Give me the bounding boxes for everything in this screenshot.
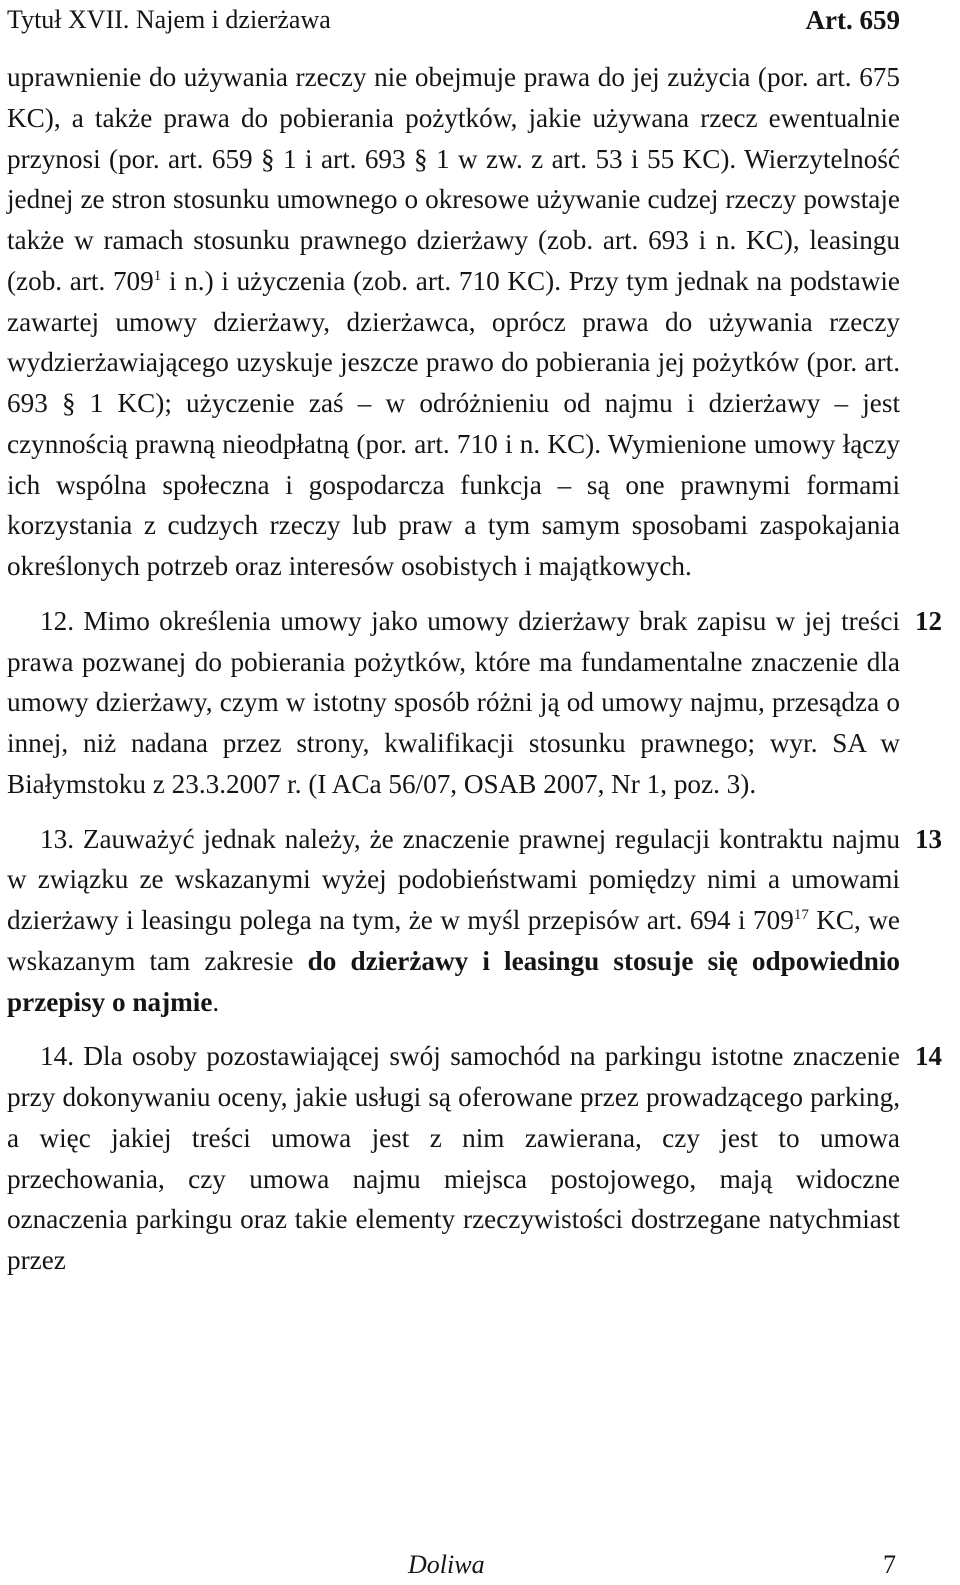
paragraph-13 bbox=[7, 819, 942, 1023]
margin-number: 14 bbox=[915, 1041, 942, 1072]
page-body bbox=[7, 57, 942, 1281]
author-name: Doliwa bbox=[408, 1550, 485, 1579]
running-header bbox=[7, 2, 900, 38]
superscript: 1 bbox=[153, 267, 162, 284]
paragraph-number: 12. bbox=[40, 605, 74, 636]
paragraph-text: Zauważyć jednak należy, że znaczenie prawnej regulacji kontraktu najmu w związku ze wskazanymi wyżej podobieństwami pomiędzy nimi a umowami dzierżawy i leasingu polega na tym, że w myśl przepisów art. 694 i 709 bbox=[7, 823, 900, 935]
margin-number: 13 bbox=[915, 823, 942, 854]
page-number: 7 bbox=[883, 1550, 896, 1579]
paragraph-14 bbox=[7, 1036, 942, 1281]
paragraph-number: 14. bbox=[40, 1041, 74, 1072]
paragraph-text: . bbox=[212, 986, 220, 1017]
paragraph-text: i n.) i użyczenia (zob. art. 710 KC). Przy tym jednak na podstawie zawartej umowy dzierżawy, dzierżawca, oprócz prawa do używania rzeczy wydzierżawiającego uzyskuje jeszcze prawo do pobierania jej pożytków (por. art. 693 § 1 KC); użyczenie zaś – w odróżnieniu od najmu i dzierżawy – jest czynnością prawną nieodpłatną (por. art. 710 i n. KC). Wymienione umowy łączy ich wspólna społeczna i gospodarcza funkcja – są one prawnymi formami korzystania z cudzych rzeczy lub praw a tym samym sposobami zaspokajania określonych potrzeb oraz interesów osobistych i majątkowych. bbox=[7, 265, 900, 581]
continued-paragraph bbox=[7, 57, 900, 587]
margin-number: 12 bbox=[915, 605, 942, 636]
paragraph-12 bbox=[7, 601, 942, 805]
paragraph-text: KC, we wskazanym tam zakresie bbox=[7, 905, 900, 976]
superscript: 17 bbox=[793, 907, 809, 923]
paragraph-text: Dla osoby pozostawiającej swój samochód na parkingu istotne znaczenie przy dokonywaniu oceny, jakie usługi są oferowane przez prowadzącego parking, a więc jakiej treści umowa jest z nim zawierana, czy jest to umowa przechowania, czy umowa najmu miejsca postojowego, mają widoczne oznaczenia parkingu oraz takie elementy rzeczywistości dostrzegane natychmiast przez bbox=[7, 1041, 900, 1275]
bold-text: do dzierżawy i leasingu stosuje się odpowiednio przepisy o najmie bbox=[7, 945, 900, 1017]
article-label: Art. 659 bbox=[805, 5, 900, 35]
page-footer bbox=[0, 1545, 960, 1585]
paragraph-number: 13. bbox=[40, 823, 74, 854]
chapter-title: Tytuł XVII. Najem i dzierżawa bbox=[7, 5, 331, 34]
paragraph-text: uprawnienie do używania rzeczy nie obejmuje prawa do jej zużycia (por. art. 675 KC), a także prawa do pobierania pożytków, jakie używana rzecz ewentualnie przynosi (por. art. 659 § 1 i art. 693 § 1 w zw. z art. 53 i 55 KC). Wierzytelność jednej ze stron stosunku umownego o okresowe używanie cudzej rzeczy powstaje także w ramach stosunku prawnego dzierżawy (zob. art. 693 i n. KC), leasingu (zob. art. 709 bbox=[7, 62, 900, 296]
paragraph-text: Mimo określenia umowy jako umowy dzierżawy brak zapisu w jej treści prawa pozwanej do pobierania pożytków, które ma fundamentalne znaczenie dla umowy dzierżawy, czym w istotny sposób różni ją od umowy najmu, przesądza o innej, niż nadana przez strony, kwalifikacji stosunku prawnego; wyr. SA w Białymstoku z 23.3.2007 r. (I ACa 56/07, OSAB 2007, Nr 1, poz. 3). bbox=[7, 605, 900, 799]
